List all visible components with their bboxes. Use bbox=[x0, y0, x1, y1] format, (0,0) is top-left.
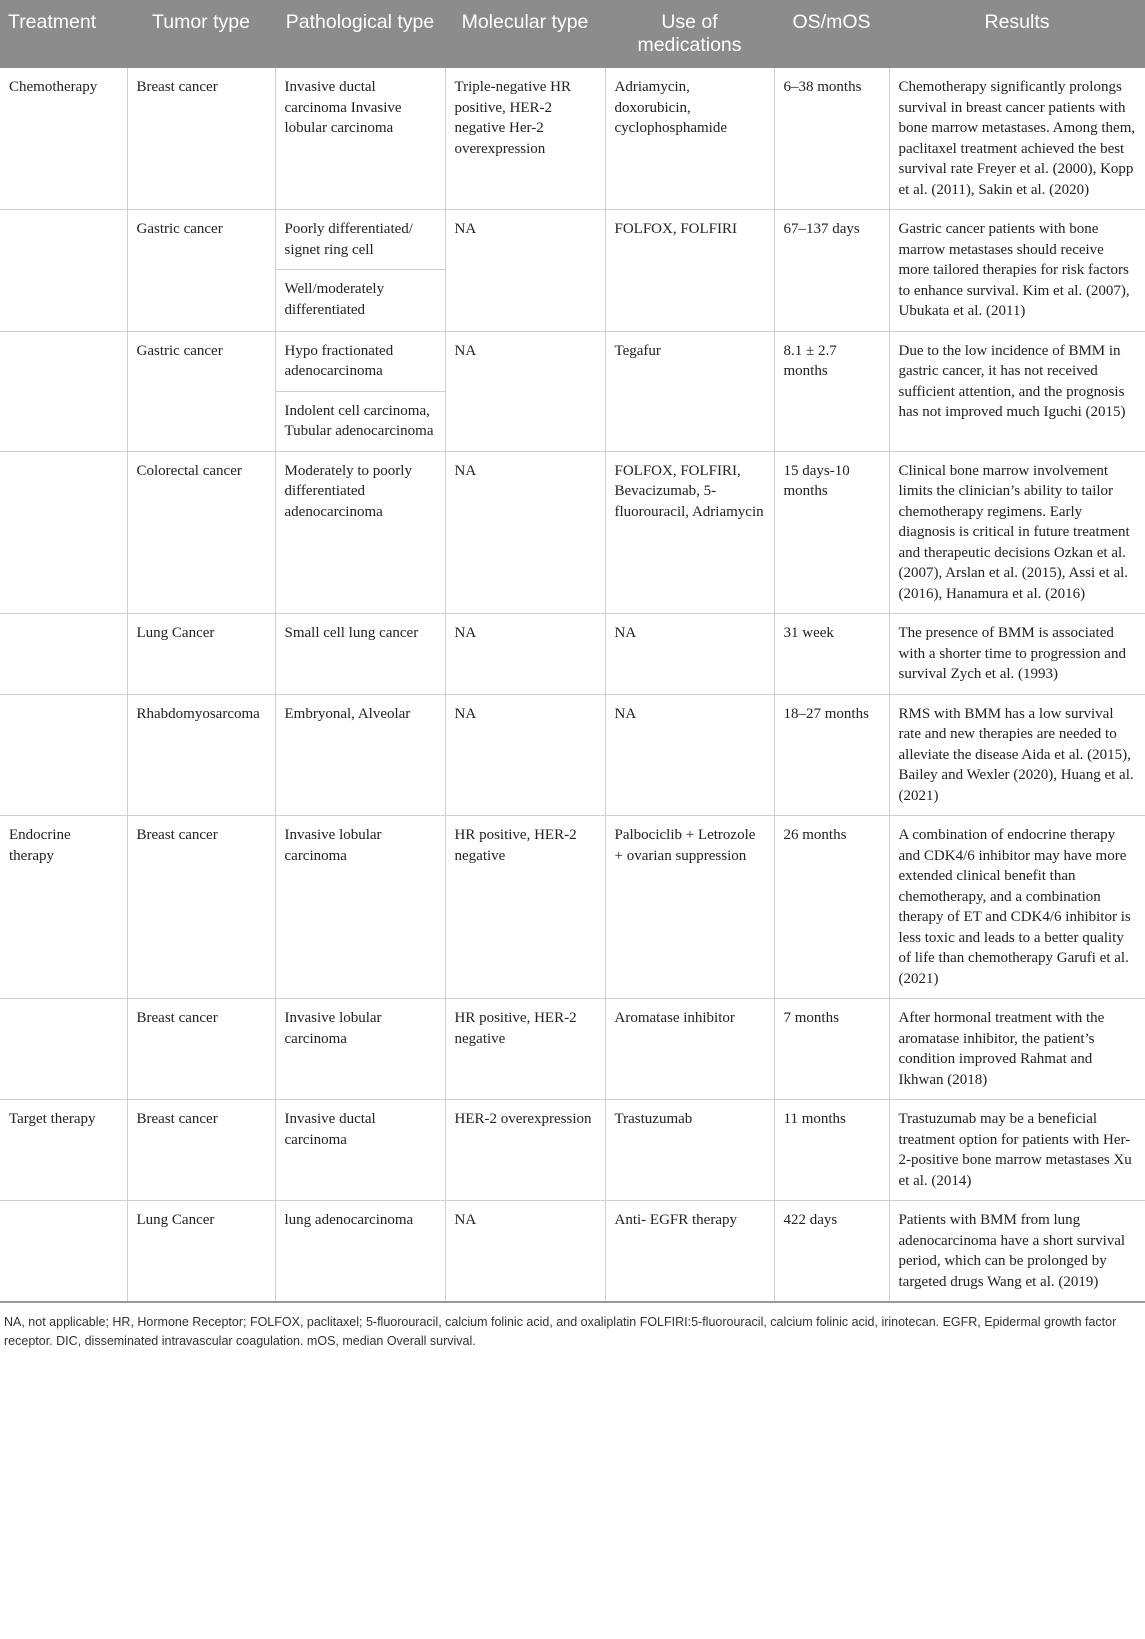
cell-tumor-type: Breast cancer bbox=[127, 816, 275, 999]
cell-os: 7 months bbox=[774, 999, 889, 1100]
cell-medications: FOLFOX, FOLFIRI bbox=[605, 210, 774, 332]
cell-results: Chemotherapy significantly prolongs survival in breast cancer patients with bone marrow metastases. Among them, paclitaxel treatment achieved the best survival rate Freyer et al. (2000), Kopp et al. (2011), Sakin et al. (2020) bbox=[889, 68, 1145, 210]
cell-molecular-type: NA bbox=[445, 451, 605, 614]
cell-results: Patients with BMM from lung adenocarcinoma have a short survival period, which can be prolonged by targeted drugs Wang et al. (2019) bbox=[889, 1201, 1145, 1303]
cell-results: A combination of endocrine therapy and CDK4/6 inhibitor may have more extended clinical benefit than chemotherapy, and a combination therapy of ET and CDK4/6 inhibitor is less toxic and leads to a better quality of life than chemotherapy Garufi et al. (2021) bbox=[889, 816, 1145, 999]
header-os-mos: OS/mOS bbox=[774, 0, 889, 68]
cell-tumor-type: Lung Cancer bbox=[127, 614, 275, 695]
cell-molecular-type: NA bbox=[445, 1201, 605, 1303]
cell-medications: Aromatase inhibitor bbox=[605, 999, 774, 1100]
cell-treatment bbox=[0, 210, 127, 332]
cell-results: Gastric cancer patients with bone marrow metastases should receive more tailored therapies for risk factors to enhance survival. Kim et al. (2007), Ubukata et al. (2011) bbox=[889, 210, 1145, 332]
pathological-subtype: Well/moderately differentiated bbox=[276, 269, 445, 329]
table-row bbox=[0, 694, 1145, 816]
cell-treatment bbox=[0, 694, 127, 816]
cell-molecular-type: NA bbox=[445, 210, 605, 332]
cell-os: 6–38 months bbox=[774, 68, 889, 210]
cell-results: The presence of BMM is associated with a shorter time to progression and survival Zych et al. (1993) bbox=[889, 614, 1145, 695]
cell-pathological-type: lung adenocarcinoma bbox=[275, 1201, 445, 1303]
pathological-subtype: Indolent cell carcinoma, Tubular adenocarcinoma bbox=[276, 391, 445, 451]
cell-medications: NA bbox=[605, 694, 774, 816]
cell-tumor-type: Breast cancer bbox=[127, 68, 275, 210]
cell-os: 11 months bbox=[774, 1100, 889, 1201]
cell-molecular-type: NA bbox=[445, 614, 605, 695]
cell-results: Clinical bone marrow involvement limits the clinician’s ability to tailor chemotherapy regimens. Early diagnosis is critical in future treatment and therapeutic decisions Ozkan et al. (2007), Arslan et al. (2015), Assi et al. (2016), Hanamura et al. (2016) bbox=[889, 451, 1145, 614]
cell-results: After hormonal treatment with the aromatase inhibitor, the patient’s condition improved Rahmat and Ikhwan (2018) bbox=[889, 999, 1145, 1100]
cell-treatment: Chemotherapy bbox=[0, 68, 127, 210]
cell-treatment bbox=[0, 451, 127, 614]
cell-molecular-type: HER-2 overexpression bbox=[445, 1100, 605, 1201]
cell-tumor-type: Breast cancer bbox=[127, 999, 275, 1100]
pathological-subtype: Poorly differentiated/ signet ring cell bbox=[284, 221, 413, 258]
cell-tumor-type: Breast cancer bbox=[127, 1100, 275, 1201]
table-footnote: NA, not applicable; HR, Hormone Receptor; FOLFOX, paclitaxel; 5-fluorouracil, calcium folinic acid, and oxaliplatin FOLFIRI:5-fluorouracil, calcium folinic acid, irinotecan. EGFR, Epidermal growth factor receptor. DIC, disseminated intravascular coagulation. mOS, median Overall survival. bbox=[4, 1315, 1117, 1348]
cell-os: 31 week bbox=[774, 614, 889, 695]
cell-tumor-type: Gastric cancer bbox=[127, 210, 275, 332]
header-molecular-type: Molecular type bbox=[445, 0, 605, 68]
table-row bbox=[0, 331, 1145, 451]
cell-molecular-type: Triple-negative HR positive, HER-2 negative Her-2 overexpression bbox=[445, 68, 605, 210]
table-row bbox=[0, 1100, 1145, 1201]
cell-os: 422 days bbox=[774, 1201, 889, 1303]
header-tumor-type: Tumor type bbox=[127, 0, 275, 68]
cell-pathological-type: Invasive ductal carcinoma Invasive lobular carcinoma bbox=[275, 68, 445, 210]
pathological-subtype: Hypo fractionated adenocarcinoma bbox=[284, 342, 394, 379]
cell-treatment: Endocrine therapy bbox=[0, 816, 127, 999]
cell-pathological-type: Embryonal, Alveolar bbox=[275, 694, 445, 816]
cell-molecular-type: NA bbox=[445, 331, 605, 451]
header-row bbox=[0, 0, 1145, 68]
cell-pathological-type: Small cell lung cancer bbox=[275, 614, 445, 695]
cell-results: RMS with BMM has a low survival rate and new therapies are needed to alleviate the disease Aida et al. (2015), Bailey and Wexler (2020), Huang et al. (2021) bbox=[889, 694, 1145, 816]
cell-pathological-type bbox=[275, 331, 445, 451]
cell-os: 18–27 months bbox=[774, 694, 889, 816]
cell-tumor-type: Colorectal cancer bbox=[127, 451, 275, 614]
cell-treatment bbox=[0, 614, 127, 695]
cell-molecular-type: HR positive, HER-2 negative bbox=[445, 816, 605, 999]
header-treatment: Treatment bbox=[0, 0, 127, 68]
cell-tumor-type: Gastric cancer bbox=[127, 331, 275, 451]
cell-treatment: Target therapy bbox=[0, 1100, 127, 1201]
cell-os: 26 months bbox=[774, 816, 889, 999]
cell-pathological-type: Moderately to poorly differentiated adenocarcinoma bbox=[275, 451, 445, 614]
cell-molecular-type: HR positive, HER-2 negative bbox=[445, 999, 605, 1100]
cell-results: Due to the low incidence of BMM in gastric cancer, it has not received sufficient attention, and the prognosis has not improved much Iguchi (2015) bbox=[889, 331, 1145, 451]
cell-medications: Palbociclib + Letrozole + ovarian suppression bbox=[605, 816, 774, 999]
table-row bbox=[0, 1201, 1145, 1303]
cell-treatment bbox=[0, 331, 127, 451]
cell-medications: Tegafur bbox=[605, 331, 774, 451]
cell-os: 67–137 days bbox=[774, 210, 889, 332]
table-row bbox=[0, 816, 1145, 999]
table-row bbox=[0, 614, 1145, 695]
table-row bbox=[0, 210, 1145, 332]
cell-molecular-type: NA bbox=[445, 694, 605, 816]
cell-treatment bbox=[0, 1201, 127, 1303]
cell-medications: Adriamycin, doxorubicin, cyclophosphamide bbox=[605, 68, 774, 210]
cell-tumor-type: Rhabdomyosarcoma bbox=[127, 694, 275, 816]
header-pathological-type: Pathological type bbox=[275, 0, 445, 68]
cell-medications: Trastuzumab bbox=[605, 1100, 774, 1201]
table-row bbox=[0, 451, 1145, 614]
cell-pathological-type bbox=[275, 210, 445, 332]
cell-pathological-type: Invasive lobular carcinoma bbox=[275, 816, 445, 999]
cell-medications: NA bbox=[605, 614, 774, 695]
cell-pathological-type: Invasive lobular carcinoma bbox=[275, 999, 445, 1100]
cell-tumor-type: Lung Cancer bbox=[127, 1201, 275, 1303]
cell-os: 15 days-10 months bbox=[774, 451, 889, 614]
cell-medications: FOLFOX, FOLFIRI, Bevacizumab, 5-fluorouracil, Adriamycin bbox=[605, 451, 774, 614]
cell-results: Trastuzumab may be a beneficial treatment option for patients with Her-2-positive bone marrow metastases Xu et al. (2014) bbox=[889, 1100, 1145, 1201]
cell-treatment bbox=[0, 999, 127, 1100]
cell-os: 8.1 ± 2.7 months bbox=[774, 331, 889, 451]
table-row bbox=[0, 999, 1145, 1100]
cell-medications: Anti- EGFR therapy bbox=[605, 1201, 774, 1303]
header-use-of-medications: Use of medications bbox=[605, 0, 774, 68]
cell-pathological-type: Invasive ductal carcinoma bbox=[275, 1100, 445, 1201]
header-results: Results bbox=[889, 0, 1145, 68]
table-row bbox=[0, 68, 1145, 210]
